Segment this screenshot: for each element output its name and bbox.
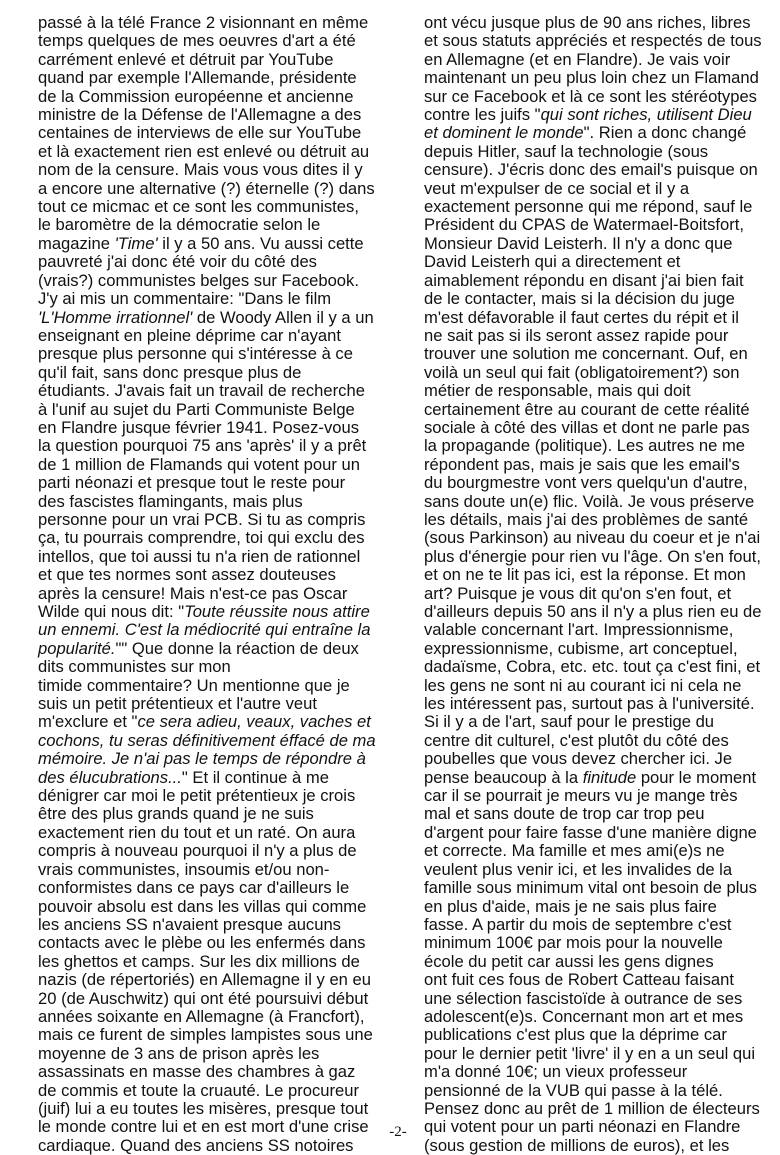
- text-line: [38, 1045, 396, 1063]
- text-line: [424, 529, 770, 547]
- text-line: [38, 750, 396, 768]
- text-segment: car il se pourrait je meurs vu je mange très: [424, 786, 738, 806]
- text-line: [38, 382, 396, 400]
- text-segment: publications c'est plus que la déprime car: [424, 1025, 727, 1045]
- text-line: [38, 419, 396, 437]
- text-segment: à l'unif au sujet du Parti Communiste Belge: [38, 399, 355, 419]
- text-line: [38, 272, 396, 290]
- text-line: [38, 401, 396, 419]
- text-segment: pour le dernier petit 'livre' il y en a un seul qui: [424, 1043, 756, 1063]
- text-segment: de Woody Allen il y a un: [192, 307, 374, 327]
- text-line: [38, 1100, 396, 1118]
- text-line: [424, 732, 770, 750]
- text-segment: maintenant un peu plus loin chez un Flamand: [424, 68, 759, 88]
- text-segment: du bourgmestre vont vers quelqu'un d'autre,: [424, 473, 748, 493]
- text-line: [38, 106, 396, 124]
- text-line: [38, 603, 396, 621]
- text-segment: Pensez donc au prêt de 1 million de électeurs: [424, 1098, 760, 1118]
- text-segment: temps quelques de mes oeuvres d'art a été: [38, 31, 356, 51]
- text-segment: la question pourquoi 75 ans 'après' il y a prêt: [38, 436, 367, 456]
- text-segment: intellos, que toi aussi tu n'a rien de rationnel: [38, 546, 361, 566]
- italic-text: et dominent le monde: [424, 123, 584, 143]
- text-segment: exactement rien du tout et un raté. On aura: [38, 822, 356, 842]
- text-line: [424, 695, 770, 713]
- text-line: [38, 805, 396, 823]
- text-segment: depuis Hitler, sauf la technologie (sous: [424, 141, 709, 161]
- text-segment: les intéressent pas, surtout pas à l'université.: [424, 694, 755, 714]
- text-line: [424, 1063, 770, 1081]
- text-segment: veut m'expulser de ce social et il y a: [424, 178, 690, 198]
- text-segment: pour le moment: [636, 767, 757, 787]
- text-segment: mais ce furent de simples lampistes sous une: [38, 1025, 373, 1045]
- text-segment: école du petit car aussi les gens dignes: [424, 951, 714, 971]
- text-line: [424, 548, 770, 566]
- text-line: [424, 769, 770, 787]
- text-segment: poubelles que vous devez chercher ici. Je: [424, 749, 733, 769]
- text-segment: Monsieur David Leisterh. Il n'y a donc que: [424, 233, 733, 253]
- text-line: [38, 898, 396, 916]
- text-segment: certainement être au courant de cette réalité: [424, 399, 750, 419]
- text-line: [38, 658, 396, 676]
- text-segment: dénigrer car moi le petit prétentieux je crois: [38, 786, 356, 806]
- text-segment: censure). J'écris donc des email's puisque on: [424, 160, 758, 180]
- italic-text: mémoire. Je n'ai pas le temps de répondre à: [38, 749, 366, 769]
- text-segment: sur ce Facebook et là ce sont les stéréotypes: [424, 86, 757, 106]
- text-segment: pouvoir absolu est dans les villas qui comme: [38, 896, 367, 916]
- text-segment: il y a 50 ans. Vu aussi cette: [157, 233, 364, 253]
- text-segment: voilà un seul qui fait (obligatoirement?) son: [424, 362, 740, 382]
- text-line: [38, 180, 396, 198]
- text-line: [424, 437, 770, 455]
- text-segment: et que tes normes sont assez douteuses: [38, 565, 336, 585]
- text-line: [38, 879, 396, 897]
- text-line: [424, 364, 770, 382]
- text-segment: Président du CPAS de Watermael-Boitsfort,: [424, 215, 745, 235]
- text-segment: le baromètre de la démocratie selon le: [38, 215, 321, 235]
- text-line: [424, 713, 770, 731]
- text-segment: ministre de la Défense de l'Allemagne a des: [38, 105, 362, 125]
- text-segment: années soixante en Allemagne (à Francfort),: [38, 1006, 365, 1026]
- text-line: [38, 548, 396, 566]
- text-line: [424, 677, 770, 695]
- text-line: [38, 253, 396, 271]
- text-line: [424, 1008, 770, 1026]
- text-line: [424, 88, 770, 106]
- text-column-left: [38, 14, 396, 1155]
- text-line: [38, 161, 396, 179]
- text-segment: timide commentaire? Un mentionne que je: [38, 675, 350, 695]
- text-line: [38, 824, 396, 842]
- text-segment: la propagande (politique). Les autres ne me: [424, 436, 746, 456]
- text-line: [38, 566, 396, 584]
- text-segment: m'exclure et ": [38, 712, 138, 732]
- text-line: [38, 345, 396, 363]
- text-segment: veulent plus venir ici, et les invalides de la: [424, 859, 733, 879]
- text-line: [38, 1118, 396, 1136]
- text-segment: passé à la télé France 2 visionnant en même: [38, 13, 369, 32]
- text-segment: parti néonazi et presque tout le reste pour: [38, 473, 346, 493]
- text-segment: d'argent pour faire fasse d'une manière digne: [424, 822, 757, 842]
- text-line: [424, 253, 770, 271]
- text-segment: compris à nouveau pourquoi il n'y a plus de: [38, 841, 357, 861]
- text-line: [424, 861, 770, 879]
- text-segment: sociale à côté des villas et dont ne parle pas: [424, 417, 750, 437]
- text-line: [424, 382, 770, 400]
- text-line: [424, 1026, 770, 1044]
- text-line: [38, 529, 396, 547]
- text-segment: valable concernant l'art. Impressionnisme,: [424, 620, 734, 640]
- text-segment: dadaïsme, Cobra, etc. etc. tout ça c'est fini, et: [424, 657, 761, 677]
- text-line: [38, 677, 396, 695]
- text-line: [38, 621, 396, 639]
- text-line: [424, 603, 770, 621]
- text-line: [424, 143, 770, 161]
- text-line: [38, 437, 396, 455]
- text-line: [38, 1063, 396, 1081]
- text-segment: de le contacter, mais si la décision du juge: [424, 289, 735, 309]
- text-segment: des fascistes flamingants, mais plus: [38, 491, 303, 511]
- text-segment: dits communistes sur mon: [38, 657, 231, 677]
- text-segment: en Allemagne (et en Flandre). Je vais voir: [424, 49, 731, 69]
- text-segment: Wilde qui nous dit: ": [38, 602, 185, 621]
- text-segment: tout ce micmac et ce sont les communistes,: [38, 197, 359, 217]
- text-line: [424, 621, 770, 639]
- page-number: -2-: [389, 1124, 407, 1140]
- text-line: [38, 124, 396, 142]
- text-line: [38, 290, 396, 308]
- text-segment: David Leisterh qui a directement et: [424, 252, 681, 272]
- text-line: [424, 750, 770, 768]
- text-segment: pensionné de la VUB qui passe à la télé.: [424, 1080, 723, 1100]
- text-segment: contacts avec le plèbe ou les enfermés dans: [38, 933, 366, 953]
- text-segment: d'ailleurs depuis 50 ans il n'y a plus rien eu de: [424, 602, 762, 621]
- text-segment: suis un petit prétentieux et l'autre veut: [38, 694, 317, 714]
- italic-text: ce sera adieu, veaux, vaches et: [137, 712, 371, 732]
- text-segment: 20 (de Auschwitz) qui ont été poursuivi début: [38, 988, 369, 1008]
- text-line: [38, 14, 396, 32]
- text-segment: en plus d'aide, mais je ne sais plus faire: [424, 896, 717, 916]
- text-segment: pauvreté j'ai donc été voir du côté des: [38, 252, 317, 272]
- text-line: [38, 861, 396, 879]
- text-segment: aimablement répondu en disant j'ai bien fait: [424, 270, 744, 290]
- text-segment: plus d'énergie pour rien vu l'âge. On s'en fout,: [424, 546, 761, 566]
- italic-text: des élucubrations...: [38, 767, 182, 787]
- text-segment: fasse. A partir du mois de septembre c'est: [424, 914, 732, 934]
- text-segment: pense beaucoup à la: [424, 767, 583, 787]
- text-line: [38, 1008, 396, 1026]
- text-line: [38, 842, 396, 860]
- text-line: [38, 309, 396, 327]
- text-segment: ont vécu jusque plus de 90 ans riches, libres: [424, 13, 751, 32]
- text-segment: art? Puisque je vous dit qu'on s'en fout, et: [424, 583, 732, 603]
- text-line: [38, 511, 396, 529]
- text-segment: ". Rien a donc changé: [583, 123, 747, 143]
- text-line: [38, 1082, 396, 1100]
- text-segment: mal et sans doute de trop car trop peu: [424, 804, 705, 824]
- text-line: [424, 235, 770, 253]
- text-line: [38, 69, 396, 87]
- italic-text: popularité.: [38, 638, 116, 658]
- text-segment: trouver une solution me concernant. Ouf, en: [424, 344, 748, 364]
- text-segment: enseignant en pleine déprime car n'ayant: [38, 325, 341, 345]
- text-segment: répondent pas, mais je sais que les email's: [424, 454, 740, 474]
- text-line: [38, 713, 396, 731]
- text-segment: "" Que donne la réaction de deux: [115, 638, 359, 658]
- text-line: [38, 787, 396, 805]
- text-line: [424, 842, 770, 860]
- text-segment: assassinats en masse des chambres à gaz: [38, 1062, 356, 1082]
- text-line: [38, 916, 396, 934]
- text-line: [424, 493, 770, 511]
- text-segment: (sous Parkinson) au niveau du coeur et je n'ai: [424, 528, 761, 548]
- text-segment: et correcte. Ma famille et mes ami(e)s ne: [424, 841, 725, 861]
- text-line: [38, 474, 396, 492]
- text-line: [38, 934, 396, 952]
- text-segment: quand par exemple l'Allemande, présidente: [38, 68, 357, 88]
- text-line: [38, 88, 396, 106]
- italic-text: qui sont riches, utilisent Dieu: [540, 105, 752, 125]
- text-segment: étudiants. J'avais fait un travail de recherche: [38, 381, 365, 401]
- text-segment: et on ne te lit pas ici, est la réponse. Et mon: [424, 565, 746, 585]
- text-line: [424, 916, 770, 934]
- text-segment: ça, tu pourrais comprendre, toi qui exclu des: [38, 528, 365, 548]
- text-segment: famille sous minimum vital ont besoin de plus: [424, 878, 757, 898]
- text-line: [424, 879, 770, 897]
- text-line: [424, 327, 770, 345]
- italic-text: Toute réussite nous attire: [184, 602, 370, 621]
- text-line: [424, 805, 770, 823]
- text-segment: nazis (de répertoriés) en Allemagne il y en eu: [38, 970, 371, 990]
- text-segment: de 1 million de Flamands qui votent pour un: [38, 454, 360, 474]
- text-line: [424, 180, 770, 198]
- text-segment: J'y ai mis un commentaire: "Dans le film: [38, 289, 332, 309]
- text-line: [424, 971, 770, 989]
- text-line: [38, 143, 396, 161]
- text-segment: Si il y a de l'art, sauf pour le prestige du: [424, 712, 715, 732]
- text-line: [38, 732, 396, 750]
- text-line: [38, 585, 396, 603]
- text-segment: conformistes dans ce pays car d'ailleurs le: [38, 878, 350, 898]
- text-segment: une sélection fascistoïde à outrance de ses: [424, 988, 743, 1008]
- italic-text: finitude: [582, 767, 637, 787]
- text-line: [424, 640, 770, 658]
- text-line: [424, 474, 770, 492]
- text-line: [424, 1100, 770, 1118]
- text-segment: cardiaque. Quand des anciens SS notoires: [38, 1135, 354, 1155]
- text-line: [424, 419, 770, 437]
- text-line: [424, 32, 770, 50]
- text-segment: contre les juifs ": [424, 105, 541, 125]
- text-segment: adolescent(e)s. Concernant mon art et mes: [424, 1006, 744, 1026]
- text-segment: (vrais?) communistes belges sur Facebook.: [38, 270, 359, 290]
- text-segment: sans doute un(e) flic. Voilà. Je vous préserve: [424, 491, 755, 511]
- text-line: [38, 327, 396, 345]
- text-line: [424, 1118, 770, 1136]
- italic-text: un ennemi. C'est la médiocrité qui entraîne la: [38, 620, 371, 640]
- text-line: [424, 1082, 770, 1100]
- text-segment: centre dit culturel, c'est plutôt du côté des: [424, 730, 729, 750]
- text-column-right: [424, 14, 770, 1155]
- text-line: [424, 401, 770, 419]
- text-line: [424, 585, 770, 603]
- text-line: [424, 69, 770, 87]
- text-line: [38, 640, 396, 658]
- text-segment: magazine: [38, 233, 115, 253]
- text-line: [424, 216, 770, 234]
- text-line: [424, 898, 770, 916]
- text-line: [424, 309, 770, 327]
- text-segment: le monde contre lui et en est mort d'une crise: [38, 1117, 369, 1137]
- text-segment: en Flandre jusque février 1941. Posez-vous: [38, 417, 359, 437]
- text-segment: qui votent pour un parti néonazi en Flandre: [424, 1117, 741, 1137]
- text-segment: les gens ne sont ni au courant ici ni cela ne: [424, 675, 742, 695]
- text-segment: centaines de interviews de elle sur YouTube: [38, 123, 362, 143]
- text-segment: vrais communistes, insoumis et/ou non-: [38, 859, 330, 879]
- text-line: [424, 198, 770, 216]
- text-line: [424, 1045, 770, 1063]
- text-segment: m'est défavorable il faut certes du répit et il: [424, 307, 739, 327]
- text-segment: qu'il fait, sans donc presque plus de: [38, 362, 302, 382]
- text-line: [38, 953, 396, 971]
- text-line: [38, 32, 396, 50]
- text-line: [38, 971, 396, 989]
- text-segment: et sous statuts appréciés et respectés de tous: [424, 31, 762, 51]
- text-segment: et là exactement rien est enlevé ou détruit au: [38, 141, 370, 161]
- text-line: [38, 364, 396, 382]
- text-line: [424, 290, 770, 308]
- text-line: [38, 51, 396, 69]
- text-line: [424, 124, 770, 142]
- text-line: [38, 216, 396, 234]
- text-line: [424, 51, 770, 69]
- text-segment: minimum 100€ par mois pour la nouvelle: [424, 933, 723, 953]
- italic-text: 'Time': [114, 233, 158, 253]
- text-segment: ont fuit ces fous de Robert Catteau faisant: [424, 970, 734, 990]
- text-segment: ne sait pas si ils seront assez rapide pour: [424, 325, 729, 345]
- text-line: [38, 235, 396, 253]
- text-line: [424, 161, 770, 179]
- text-segment: (juif) lui a eu toutes les misères, presque tout: [38, 1098, 369, 1118]
- text-line: [424, 511, 770, 529]
- text-line: [424, 934, 770, 952]
- text-segment: (sous gestion de millions de euros), et les: [424, 1135, 730, 1155]
- text-segment: moyenne de 3 ans de prison après les: [38, 1043, 320, 1063]
- text-line: [424, 345, 770, 363]
- text-segment: presque plus personne qui s'intéresse à ce: [38, 344, 353, 364]
- text-segment: métier de responsable, mais qui doit: [424, 381, 691, 401]
- text-segment: après la censure! Mais n'est-ce pas Oscar: [38, 583, 348, 603]
- text-line: [424, 456, 770, 474]
- text-line: [424, 953, 770, 971]
- text-line: [424, 824, 770, 842]
- text-line: [424, 106, 770, 124]
- text-segment: être des plus grands quand je ne suis: [38, 804, 314, 824]
- text-segment: personne pour un vrai PCB. Si tu as compris: [38, 509, 366, 529]
- text-segment: les anciens SS n'avaient presque aucuns: [38, 914, 341, 934]
- text-segment: carrément enlevé et détruit par YouTube: [38, 49, 334, 69]
- text-segment: de commis et toute la cruauté. Le procureur: [38, 1080, 359, 1100]
- text-segment: de la Commission européenne et ancienne: [38, 86, 354, 106]
- text-segment: les détails, mais j'ai des problèmes de santé: [424, 509, 749, 529]
- text-line: [38, 990, 396, 1008]
- text-line: [38, 695, 396, 713]
- text-line: [38, 1026, 396, 1044]
- italic-text: cochons, tu seras définitivement éffacé de ma: [38, 730, 376, 750]
- text-line: [424, 658, 770, 676]
- text-segment: nom de la censure. Mais vous vous dites il y: [38, 160, 363, 180]
- text-segment: m'a donné 10€; un vieux professeur: [424, 1062, 688, 1082]
- text-segment: les ghettos et camps. Sur les dix millions de: [38, 951, 360, 971]
- text-line: [424, 990, 770, 1008]
- text-segment: a encore une alternative (?) éternelle (?) dans: [38, 178, 375, 198]
- text-line: [424, 566, 770, 584]
- text-line: [38, 456, 396, 474]
- text-line: [38, 769, 396, 787]
- text-segment: exactement personne qui me répond, sauf le: [424, 197, 753, 217]
- text-line: [424, 272, 770, 290]
- text-line: [38, 493, 396, 511]
- text-line: [38, 198, 396, 216]
- text-line: [424, 787, 770, 805]
- italic-text: 'L'Homme irrationnel': [38, 307, 193, 327]
- text-segment: " Et il continue à me: [181, 767, 329, 787]
- text-segment: expressionnisme, cubisme, art conceptuel,: [424, 638, 738, 658]
- text-line: [424, 14, 770, 32]
